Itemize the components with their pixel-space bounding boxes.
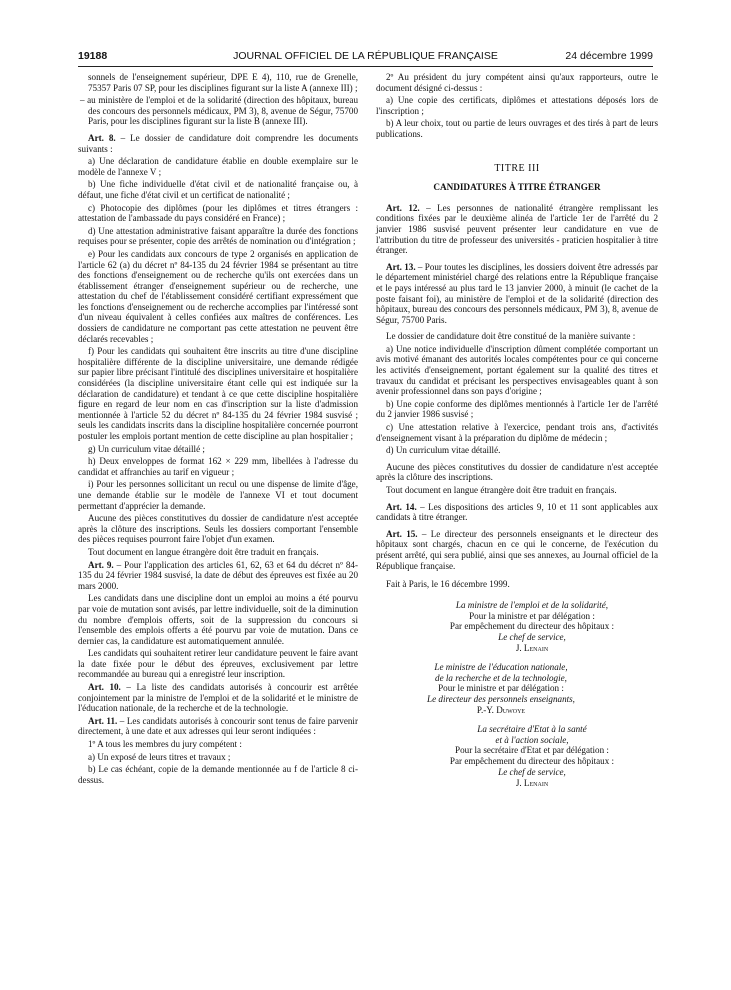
article-8 — [78, 133, 358, 154]
article-text: – Les dispositions des articles 9, 10 et 11 sont applicables aux candidats à titre étranger. — [376, 501, 658, 523]
signature-line: et à l'action sociale, — [495, 734, 569, 745]
paragraph: Tout document en langue étrangère doit être traduit en français. — [88, 546, 319, 557]
signature-line: Le chef de service, — [498, 632, 566, 643]
signature-line: Le directeur des personnels enseignants, — [427, 694, 575, 705]
signature-line: La secrétaire d'Etat à la santé — [477, 723, 587, 734]
signature-block-1 — [376, 600, 658, 654]
list-item-a: a) Une notice individuelle d'inscription dûment complétée comportant un avis motivé émanant des autorités locales compétentes pour ce qui concerne les activités d'enseignement, portant également sur la qualité des titres et travaux du candidat et précisant les perspectives envisageables quant à son avenir professionnel dans son pays d'origine ; — [376, 343, 658, 397]
signature-block-2 — [364, 662, 658, 716]
signature-line: Par empêchement du directeur des hôpitaux : — [449, 756, 615, 767]
list-item-e: e) Pour les candidats aux concours de type 2 organisés en application de l'article 62 (a) du décret nº 84-135 du 24 février 1984 se présentant au titre des fonctions d'enseignement ou de recherche qu'ils ont exercées dans un établissement étranger d'enseignement supérieur ou de recherche, une attestation du chef de l'établissement considéré certifiant expressément que les fonctions d'enseignement ou de recherche accomplies par l'intéressé sont d'un niveau équivalent à celles confiées aux maîtres de conférences. Les dossiers de candidature ne comportant pas cette attestation ne peuvent être déclarés recevables ; — [78, 248, 358, 344]
page-number: 19188 — [78, 50, 108, 62]
list-item-b: b) Une fiche individuelle d'état civil et de nationalité française ou, à défaut, une fiche d'état civil et un certificat de nationalité ; — [78, 179, 358, 200]
article-text: – Les personnes de nationalité étrangère remplissant les conditions fixées par le deuxième alinéa de l'article 1er de l'arrêté du 2 janvier 1986 susvisé peuvent présenter leur candidature en vue de l'attribution du titre de professeur des universités - praticien hospitalier à titre étranger. — [376, 202, 658, 256]
list-item-2b: b) A leur choix, tout ou partie de leurs ouvrages et des tirés à part de leurs publications. — [376, 118, 658, 139]
signature-line: Pour la ministre et par délégation : — [469, 610, 595, 621]
list-item-c: c) Une attestation relative à l'exercice, pendant trois ans, d'activités d'enseignement visant à la préparation du diplôme de médecin ; — [376, 422, 658, 443]
journal-title: JOURNAL OFFICIEL DE LA RÉPUBLIQUE FRANÇAISE — [233, 50, 498, 62]
list-item-f: f) Pour les candidats qui souhaitent être inscrits au titre d'une discipline hospitalière différente de la discipline universitaire, une demande rédigée sur papier libre précisant l'intitulé des disciplines universitaire et hospitalière considérées (la discipline universitaire étant celle qui est indiquée sur la déclaration de candidature) et tendant à ce que cette discipline hospitalière figure en regard de leur nom en cas d'inscription sur la liste d'admission mentionnée à l'article 52 du décret nº 84-135 du 24 février 1984 susvisé ; seuls les candidats inscrits dans la discipline hospitalière concernée pourront postuler les emplois portant mention de cette discipline au plan hospitalier ; — [78, 346, 358, 441]
article-14 — [376, 502, 658, 523]
section-title: TITRE III — [494, 162, 540, 174]
signature-date: Fait à Paris, le 16 décembre 1999. — [386, 579, 510, 590]
paragraph: sonnels de l'enseignement supérieur, DPE E 4), 110, rue de Grenelle, 75357 Paris 07 SP, pour les disciplines figurant sur la liste A (annexe III) ; — [88, 72, 358, 93]
signature-line: Par empêchement du directeur des hôpitaux : — [449, 621, 615, 632]
article-text: – Les candidats autorisés à concourir sont tenus de faire parvenir directement, à une date et aux adresses qui leur seront indiquées : — [78, 715, 358, 737]
article-label: Art. 14. — [386, 501, 417, 512]
article-13 — [376, 262, 658, 326]
signatory-name: J. Lenain — [515, 777, 549, 788]
list-item-i: i) Pour les personnes sollicitant un recul ou une dispense de limite d'âge, une demande établie sur le modèle de l'annexe VI et tout document permettant d'apprécier la demande. — [78, 479, 358, 511]
article-label: Art. 13. — [386, 261, 416, 272]
page-header — [78, 50, 653, 64]
list-item-2a: a) Une copie des certificats, diplômes et attestations déposés lors de l'inscription ; — [376, 95, 658, 116]
article-text: – Le dossier de candidature doit comprendre les documents suivants : — [78, 132, 358, 154]
paragraph: Le dossier de candidature doit être constitué de la manière suivante : — [386, 331, 636, 342]
article-15 — [376, 529, 658, 571]
signatory-name: P.-Y. Duwoye — [476, 704, 526, 715]
article-text: – Pour l'application des articles 61, 62, 63 et 64 du décret nº 84-135 du 24 février 1984 susvisé, la date de début des épreuves est fixée au 20 mars 2000. — [78, 559, 359, 591]
list-item-h: h) Deux enveloppes de format 162 × 229 mm, libellées à l'adresse du candidat et affranchies au tarif en vigueur ; — [78, 456, 358, 477]
signature-line: Pour le ministre et par délégation : — [438, 683, 564, 694]
list-item-b: b) Une copie conforme des diplômes mentionnés à l'article 1er de l'arrêté du 2 janvier 1986 susvisé ; — [376, 398, 658, 420]
article-label: Art. 10. — [88, 682, 121, 693]
list-item-1: 1º A tous les membres du jury compétent : — [88, 739, 242, 750]
signatory-name: J. Lenain — [515, 642, 549, 653]
issue-date: 24 décembre 1999 — [565, 50, 653, 62]
article-label: Art. 12. — [386, 202, 420, 213]
section-subtitle: CANDIDATURES À TITRE ÉTRANGER — [433, 182, 601, 193]
signature-block-3 — [376, 724, 658, 789]
list-item-g: g) Un curriculum vitae détaillé ; — [88, 443, 205, 454]
signature-line: Le ministre de l'éducation nationale, — [434, 661, 568, 672]
right-column — [376, 72, 658, 789]
signature-line: de la recherche et de la technologie, — [435, 672, 567, 683]
article-text: – Le directeur des personnels enseignants et le directeur des hôpitaux sont chargés, chacun en ce qui le concerne, de l'exécution du présent arrêté, qui sera publié, ainsi que ses annexes, au Journal officiel de la République française. — [376, 528, 658, 571]
left-column — [78, 72, 358, 787]
article-12 — [376, 203, 658, 256]
list-item-1b: b) Le cas échéant, copie de la demande mentionnée au f de l'article 8 ci-dessus. — [78, 764, 358, 785]
list-item-1a: a) Un exposé de leurs titres et travaux ; — [88, 751, 231, 762]
article-label: Art. 11. — [88, 715, 118, 726]
signature-line: Le chef de service, — [498, 766, 566, 777]
signature-line: Pour la secrétaire d'Etat et par délégation : — [455, 745, 609, 756]
signature-line: La ministre de l'emploi et de la solidarité, — [455, 599, 609, 610]
article-label: Art. 15. — [386, 528, 418, 539]
article-label: Art. 8. — [88, 132, 116, 143]
article-9 — [78, 560, 358, 592]
paragraph: Aucune des pièces constitutives du dossier de candidature n'est acceptée après la clôture des inscriptions. — [376, 461, 658, 483]
list-item-2: 2º Au président du jury compétent ainsi qu'aux rapporteurs, outre le document désigné ci-dessus : — [376, 72, 658, 93]
list-item-d: d) Une attestation administrative faisant apparaître la durée des fonctions requises pour se présenter, copie des arrêtés de nomination ou d'intégration ; — [78, 225, 358, 247]
list-item-d: d) Un curriculum vitae détaillé. — [386, 445, 501, 456]
article-11 — [78, 716, 358, 737]
paragraph: Aucune des pièces constitutives du dossier de candidature n'est acceptée après la clôture des inscriptions. Seuls les dossiers comportant l'ensemble des pièces requises pourront faire l'objet d'un examen. — [78, 513, 358, 545]
paragraph: Les candidats qui souhaitent retirer leur candidature peuvent le faire avant la date fixée pour le début des épreuves, exclusivement par lettre recommandée au bureau qui a enregistré leur inscription. — [78, 648, 358, 680]
article-text: – Pour toutes les disciplines, les dossiers doivent être adressés par le département ministériel chargé des relations entre la République française et le pays intéressé au plus tard le 13 janvier 2000, à minuit (le cachet de la poste faisant foi), au ministère de l'emploi et de la solidarité (direction des hôpitaux, bureau des concours des personnels médicaux, PM 3), 8, avenue de Ségur, 75700 Paris. — [376, 261, 659, 325]
list-item-a: a) Une déclaration de candidature établie en double exemplaire sur le modèle de l'annexe V ; — [78, 156, 358, 177]
paragraph: – au ministère de l'emploi et de la solidarité (direction des hôpitaux, bureau des concours des personnels médicaux, PM 3), 8, avenue de Ségur, 75700 Paris, pour les disciplines figurant sur la liste B (annexe III). — [80, 95, 358, 127]
paragraph: Tout document en langue étrangère doit être traduit en français. — [386, 485, 617, 495]
article-text: – La liste des candidats autorisés à concourir est arrêtée conjointement par la ministre de l'emploi et de la solidarité et le ministre de l'éducation nationale, de la recherche et de la technologie. — [78, 682, 358, 714]
article-10 — [78, 682, 358, 714]
header-rule — [78, 66, 653, 67]
article-label: Art. 9. — [88, 559, 114, 570]
list-item-c: c) Photocopie des diplômes (pour les diplômes et titres étrangers : attestation de l'ambassade du pays considéré en France) ; — [78, 202, 358, 224]
paragraph: Les candidats dans une discipline dont un emploi au moins a été pourvu par voie de mutation sont avisés, par lettre individuelle, soit de la diminution du nombre d'emplois offerts, soit de la suppression du concours si l'ensemble des emplois offerts a été pourvu par voie de mutation. Dans ce dernier cas, la candidature est automatiquement annulée. — [78, 593, 358, 646]
